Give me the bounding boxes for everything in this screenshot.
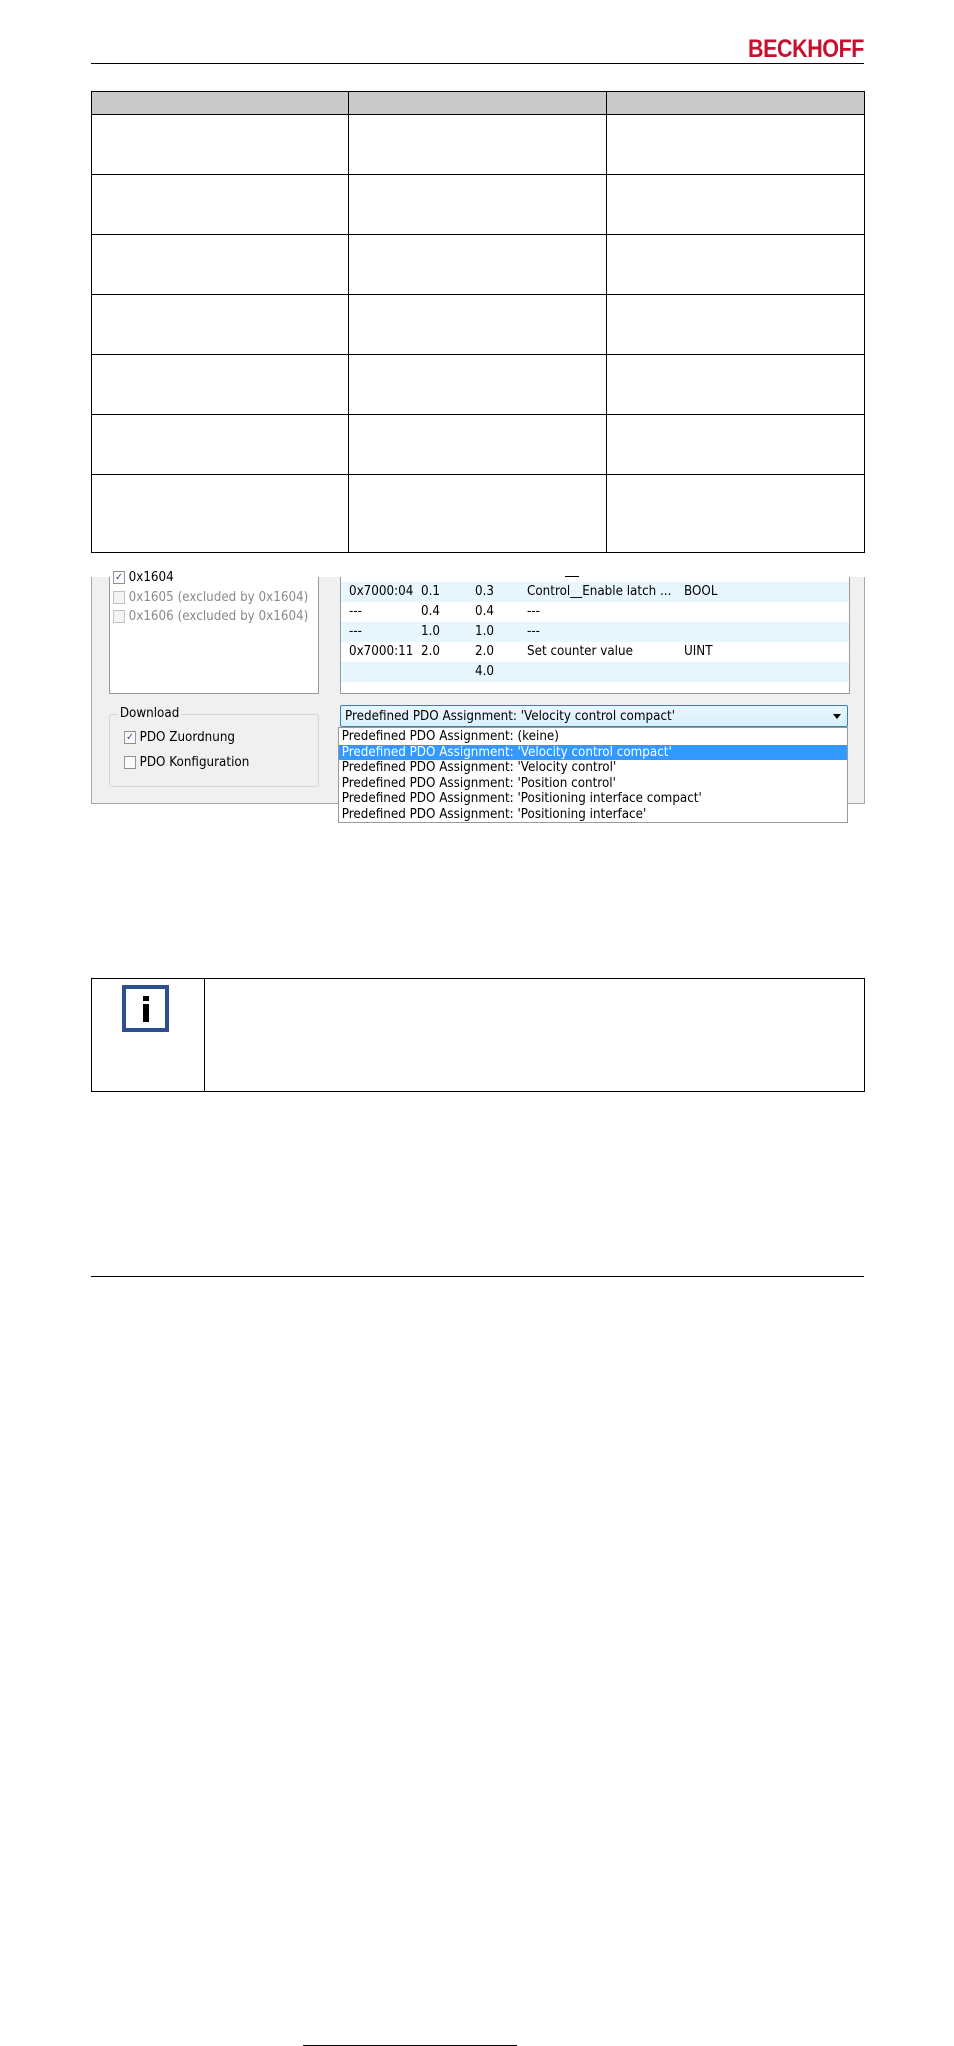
note-box: [91, 978, 865, 1092]
dropdown-option[interactable]: Predefined PDO Assignment: 'Velocity control': [341, 760, 617, 776]
table-cell: [92, 295, 349, 355]
truncated-mark: [565, 576, 579, 577]
table-cell: [349, 235, 607, 295]
table-cell: [92, 175, 349, 235]
table-row[interactable]: [341, 642, 849, 662]
table-cell: [349, 475, 607, 553]
table-cell: [607, 415, 865, 475]
pdo-list-item-label: 0x1604: [128, 569, 174, 585]
table-row: [92, 355, 865, 415]
checkbox-checked[interactable]: [124, 731, 136, 744]
grid-cell-index: 0x7000:04: [349, 584, 414, 599]
grid-cell-size: 2.0: [421, 644, 441, 659]
grid-cell-name: Control__Enable latch ...: [527, 584, 672, 599]
pdo-configuration-checkbox[interactable]: [124, 753, 249, 771]
grid-cell-offs: 0.4: [475, 604, 495, 619]
beckhoff-logo: BECKHOFF: [748, 35, 865, 63]
table-cell: [607, 475, 865, 553]
grid-cell-size: 0.1: [421, 584, 441, 599]
dropdown-option[interactable]: Predefined PDO Assignment: 'Positioning interface compact': [341, 791, 702, 807]
pdo-list-item: [113, 588, 308, 606]
table-cell: [349, 355, 607, 415]
table-row: [92, 295, 865, 355]
dropdown-option[interactable]: Predefined PDO Assignment: (keine): [341, 729, 559, 744]
table-cell: [349, 175, 607, 235]
table-row[interactable]: [341, 602, 849, 622]
checkbox-disabled: [113, 610, 125, 623]
pdo-assignment-dropdown[interactable]: [338, 727, 848, 823]
dropdown-option-selected[interactable]: Predefined PDO Assignment: 'Velocity control compact': [339, 745, 847, 761]
table-cell: [92, 235, 349, 295]
grid-cell-index: ---: [349, 604, 362, 619]
grid-cell-offs: 4.0: [475, 664, 495, 679]
table-cell: [92, 475, 349, 553]
table-cell: [607, 295, 865, 355]
info-icon: [122, 985, 169, 1032]
table-header-row: [92, 92, 865, 115]
table-header-cell: [349, 92, 607, 115]
table-cell: [607, 355, 865, 415]
table-row: [92, 175, 865, 235]
download-group-title: Download: [119, 706, 180, 721]
pdo-list-item-label: 0x1606 (excluded by 0x1604): [128, 608, 309, 624]
table-row[interactable]: [341, 582, 849, 602]
table-row: [92, 475, 865, 553]
checkmark-icon: ✓: [126, 731, 134, 743]
combo-selected-value: Predefined PDO Assignment: 'Velocity control compact': [345, 709, 676, 724]
grid-cell-name: ---: [527, 624, 540, 639]
dropdown-option[interactable]: Predefined PDO Assignment: 'Position control': [341, 775, 616, 791]
grid-cell-name: ---: [527, 604, 540, 619]
grid-cell-index: 0x7000:11: [349, 644, 414, 659]
table-cell: [349, 415, 607, 475]
note-divider: [204, 979, 205, 1091]
table-cell: [92, 415, 349, 475]
table-cell: [607, 115, 865, 175]
table-row[interactable]: [341, 662, 849, 682]
pdo-assignment-checkbox[interactable]: [124, 728, 235, 746]
grid-cell-size: 1.0: [421, 624, 441, 639]
table-row[interactable]: [341, 622, 849, 642]
table-cell: [92, 115, 349, 175]
table-cell: [349, 115, 607, 175]
table-header-cell: [607, 92, 865, 115]
pdo-list-item-label: 0x1605 (excluded by 0x1604): [128, 589, 309, 605]
dropdown-option[interactable]: Predefined PDO Assignment: 'Positioning interface': [341, 807, 647, 822]
table-cell: [607, 235, 865, 295]
pdo-assignment-combo[interactable]: [340, 705, 848, 727]
checkbox-disabled: [113, 591, 125, 604]
info-glyph: [141, 996, 151, 1022]
grid-cell-index: ---: [349, 624, 362, 639]
pdo-content-grid[interactable]: [340, 577, 850, 694]
header-rule: [91, 63, 864, 64]
grid-cell-name: Set counter value: [527, 644, 633, 659]
checkbox-checked[interactable]: [113, 571, 125, 584]
grid-cell-type: UINT: [684, 644, 713, 659]
grid-cell-offs: 2.0: [475, 644, 495, 659]
checkbox-unchecked[interactable]: [124, 756, 136, 769]
chevron-down-icon[interactable]: [833, 714, 841, 719]
pdo-configuration-label: PDO Konfiguration: [139, 754, 250, 770]
table-row: [92, 115, 865, 175]
footer-rule: [91, 1276, 864, 1277]
checkmark-icon: ✓: [115, 571, 123, 583]
table-row: [92, 415, 865, 475]
grid-cell-type: BOOL: [684, 584, 718, 599]
grid-cell-size: 0.4: [421, 604, 441, 619]
table-cell: [349, 295, 607, 355]
pdo-list[interactable]: [109, 569, 319, 694]
document-table: [91, 91, 865, 553]
pdo-list-item[interactable]: [113, 568, 174, 586]
grid-cell-offs: 1.0: [475, 624, 495, 639]
pdo-assignment-label: PDO Zuordnung: [139, 729, 236, 745]
pdo-list-item: [113, 607, 308, 625]
table-header-cell: [92, 92, 349, 115]
table-row: [92, 235, 865, 295]
grid-cell-offs: 0.3: [475, 584, 495, 599]
table-cell: [92, 355, 349, 415]
table-cell: [607, 175, 865, 235]
download-group: [109, 706, 319, 787]
